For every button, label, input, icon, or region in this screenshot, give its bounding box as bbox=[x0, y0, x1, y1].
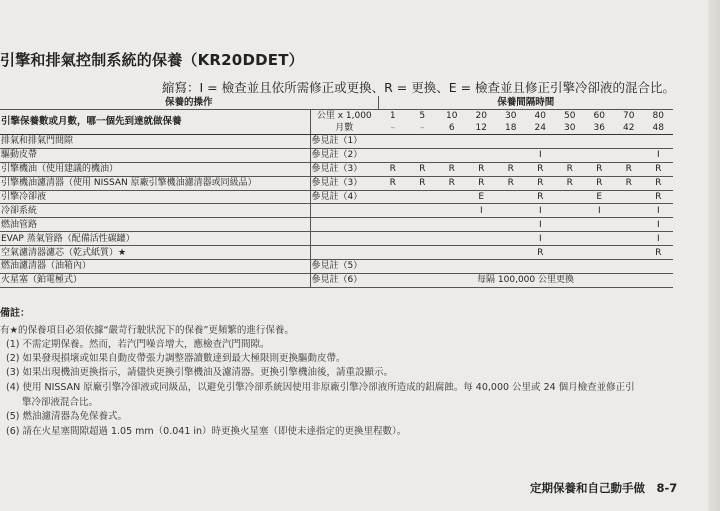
header-interval: 保養間隔時間 bbox=[378, 96, 673, 110]
notes-title: 備註： bbox=[0, 308, 30, 319]
row-cell bbox=[437, 190, 467, 204]
note-line: (6) 請在火星塞間隙超過 1.05 mm（0.041 in）時更換火星塞（即使未達指定的更換里程數）。 bbox=[6, 426, 407, 437]
row-cell bbox=[467, 148, 497, 162]
row-item: 燃油濾清器（油箱內） bbox=[0, 260, 310, 274]
row-cell: R bbox=[526, 246, 556, 260]
table-row bbox=[0, 232, 673, 246]
row-cell: R bbox=[437, 176, 467, 190]
row-cell bbox=[585, 260, 615, 274]
km-header-row bbox=[0, 110, 673, 123]
row-cell: I bbox=[644, 218, 674, 232]
row-cell: R bbox=[467, 162, 497, 176]
row-cell bbox=[555, 260, 585, 274]
row-cell: R bbox=[644, 246, 674, 260]
km-value: 70 bbox=[623, 111, 635, 121]
row-cell bbox=[378, 204, 408, 218]
page-edge bbox=[708, 0, 720, 511]
row-cell: I bbox=[526, 148, 556, 162]
month-value: 48 bbox=[644, 122, 674, 135]
row-cell bbox=[496, 135, 526, 149]
row-cell: I bbox=[585, 204, 615, 218]
row-cell: R bbox=[437, 162, 467, 176]
row-cell bbox=[378, 246, 408, 260]
row-reference bbox=[310, 218, 378, 232]
row-reference: 參見註（3） bbox=[310, 162, 378, 176]
row-reference bbox=[310, 246, 378, 260]
row-cell: R bbox=[496, 162, 526, 176]
row-cell bbox=[555, 218, 585, 232]
header-description: 引擎保養數或月數，哪一個先到達就做保養 bbox=[0, 110, 310, 135]
row-cell: E bbox=[467, 190, 497, 204]
row-item: 火星塞（鉑電極式） bbox=[0, 273, 310, 287]
km-value: 5 bbox=[419, 111, 426, 121]
km-value: 30 bbox=[505, 111, 517, 121]
row-cell bbox=[585, 135, 615, 149]
row-cell bbox=[526, 260, 556, 274]
km-value: 10 bbox=[446, 111, 458, 121]
row-cell bbox=[555, 246, 585, 260]
row-cell: R bbox=[526, 190, 556, 204]
km-value: 60 bbox=[593, 111, 605, 121]
table-row bbox=[0, 148, 673, 162]
row-cell bbox=[378, 148, 408, 162]
row-cell: R bbox=[644, 176, 674, 190]
row-cell: R bbox=[555, 176, 585, 190]
km-value: 40 bbox=[534, 111, 546, 121]
month-value: 18 bbox=[496, 122, 526, 135]
row-cell: R bbox=[496, 176, 526, 190]
row-cell bbox=[467, 232, 497, 246]
note-line: (4) 使用 NISSAN 原廠引擎冷卻液或同級品，以避免引擎冷卻系統因使用非原廠引擎冷卻液所造成的鋁腐蝕。每 40,000 公里或 24 個月檢查並修正引 bbox=[6, 382, 635, 393]
row-cell: R bbox=[585, 162, 615, 176]
row-cell: R bbox=[614, 162, 644, 176]
month-value: – bbox=[408, 122, 438, 135]
row-cell bbox=[408, 232, 438, 246]
month-value: 6 bbox=[437, 122, 467, 135]
row-cell: R bbox=[378, 162, 408, 176]
month-value: 42 bbox=[614, 122, 644, 135]
row-cell bbox=[378, 260, 408, 274]
row-cell bbox=[496, 232, 526, 246]
table-row bbox=[0, 190, 673, 204]
page-footer: 定期保養和自己動手做 8-7 bbox=[530, 481, 678, 495]
row-cell: R bbox=[644, 190, 674, 204]
row-cell bbox=[378, 218, 408, 232]
row-reference: 參見註（3） bbox=[310, 176, 378, 190]
row-cell bbox=[467, 260, 497, 274]
row-cell bbox=[408, 148, 438, 162]
row-item: 引擎機油濾清器（使用 NISSAN 原廠引擎機油濾清器或同級品） bbox=[0, 176, 310, 190]
row-item: 空氣濾清器濾芯（乾式紙質）★ bbox=[0, 246, 310, 260]
row-cell: I bbox=[526, 218, 556, 232]
row-cell: R bbox=[378, 176, 408, 190]
row-cell bbox=[555, 148, 585, 162]
row-cell bbox=[437, 148, 467, 162]
row-cell bbox=[496, 260, 526, 274]
note-line: (3) 如果出現機油更換指示，請儘快更換引擎機油及濾清器。更換引擎機油後，請重設顯示。 bbox=[6, 367, 393, 378]
row-cell bbox=[496, 246, 526, 260]
km-value: 20 bbox=[475, 111, 487, 121]
row-cell bbox=[408, 190, 438, 204]
row-cell: I bbox=[526, 204, 556, 218]
row-cell bbox=[437, 218, 467, 232]
row-cell bbox=[585, 218, 615, 232]
row-cell bbox=[408, 260, 438, 274]
row-cell: R bbox=[467, 176, 497, 190]
row-cell: I bbox=[644, 232, 674, 246]
row-reference: 參見註（4） bbox=[310, 190, 378, 204]
note-line: (5) 燃油濾清器為免保養式。 bbox=[6, 411, 127, 422]
row-reference bbox=[310, 204, 378, 218]
row-cell bbox=[437, 135, 467, 149]
row-cell bbox=[644, 260, 674, 274]
row-item: 驅動皮帶 bbox=[0, 148, 310, 162]
row-cell bbox=[614, 148, 644, 162]
row-span-note: 每隔 100,000 公里更換 bbox=[378, 273, 673, 287]
month-value: 12 bbox=[467, 122, 497, 135]
row-cell bbox=[467, 246, 497, 260]
month-value: – bbox=[378, 122, 408, 135]
row-cell bbox=[585, 232, 615, 246]
row-cell bbox=[496, 148, 526, 162]
table-row bbox=[0, 204, 673, 218]
row-cell: R bbox=[526, 162, 556, 176]
row-cell bbox=[585, 246, 615, 260]
row-cell bbox=[467, 135, 497, 149]
row-cell bbox=[437, 232, 467, 246]
row-cell bbox=[644, 135, 674, 149]
row-cell bbox=[555, 232, 585, 246]
abbreviation-legend: 縮寫：I = 檢查並且依所需修正或更換、R = 更換、E = 檢查並且修正引擎冷卻液的混合比。 bbox=[162, 80, 676, 95]
note-line: 擎冷卻液混合比。 bbox=[22, 397, 99, 408]
header-operation: 保養的操作 bbox=[0, 96, 378, 110]
row-cell bbox=[378, 190, 408, 204]
row-reference: 參見註（6） bbox=[310, 273, 378, 287]
row-item: 排氣和排氣門間隙 bbox=[0, 135, 310, 149]
row-cell bbox=[496, 190, 526, 204]
row-reference bbox=[310, 232, 378, 246]
row-reference: 參見註（2） bbox=[310, 148, 378, 162]
row-cell bbox=[614, 232, 644, 246]
row-cell bbox=[496, 204, 526, 218]
row-cell: R bbox=[614, 176, 644, 190]
month-value: 24 bbox=[526, 122, 556, 135]
row-cell bbox=[378, 135, 408, 149]
row-cell bbox=[614, 190, 644, 204]
row-cell bbox=[437, 204, 467, 218]
km-value: 80 bbox=[652, 111, 664, 121]
row-cell: I bbox=[644, 148, 674, 162]
table-row bbox=[0, 135, 673, 149]
table-row bbox=[0, 260, 673, 274]
page-title: 引擎和排氣控制系統的保養（KR20DDET） bbox=[0, 51, 304, 69]
row-cell bbox=[614, 135, 644, 149]
row-cell bbox=[408, 246, 438, 260]
row-cell: R bbox=[585, 176, 615, 190]
row-cell bbox=[555, 190, 585, 204]
row-cell bbox=[585, 148, 615, 162]
table-row bbox=[0, 218, 673, 232]
month-value: 30 bbox=[555, 122, 585, 135]
row-cell bbox=[526, 135, 556, 149]
row-cell bbox=[555, 204, 585, 218]
row-cell bbox=[614, 218, 644, 232]
km-value: 1 bbox=[389, 111, 396, 121]
note-line: (1) 不需定期保養。然而，若汽門噪音增大，應檢查汽門間隙。 bbox=[6, 339, 270, 350]
table-row bbox=[0, 176, 673, 190]
row-cell: I bbox=[526, 232, 556, 246]
month-label: 月數 bbox=[310, 122, 378, 135]
row-cell: R bbox=[555, 162, 585, 176]
row-cell bbox=[408, 204, 438, 218]
table-row bbox=[0, 162, 673, 176]
row-cell: R bbox=[408, 162, 438, 176]
row-cell: E bbox=[585, 190, 615, 204]
row-item: 燃油管路 bbox=[0, 218, 310, 232]
row-item: EVAP 蒸氣管路（配備活性碳罐） bbox=[0, 232, 310, 246]
month-value: 36 bbox=[585, 122, 615, 135]
note-line: 有★的保養項目必須依據“嚴苛行駛狀況下的保養”更頻繁的進行保養。 bbox=[0, 325, 294, 336]
table-row bbox=[0, 273, 673, 287]
row-cell bbox=[437, 260, 467, 274]
row-cell: I bbox=[644, 204, 674, 218]
table-header-row bbox=[0, 96, 673, 110]
maintenance-schedule-table bbox=[0, 96, 673, 288]
row-cell: R bbox=[644, 162, 674, 176]
row-cell bbox=[614, 204, 644, 218]
row-cell bbox=[467, 218, 497, 232]
km-label: 公里 x 1,000 bbox=[310, 110, 378, 123]
row-cell bbox=[614, 260, 644, 274]
row-reference: 參見註（5） bbox=[310, 260, 378, 274]
row-item: 引擎冷卻液 bbox=[0, 190, 310, 204]
row-cell bbox=[408, 135, 438, 149]
km-value: 50 bbox=[564, 111, 576, 121]
row-cell bbox=[408, 218, 438, 232]
row-cell: R bbox=[408, 176, 438, 190]
row-item: 引擎機油（使用建議的機油） bbox=[0, 162, 310, 176]
row-cell bbox=[437, 246, 467, 260]
table-row bbox=[0, 246, 673, 260]
row-reference: 參見註（1） bbox=[310, 135, 378, 149]
row-cell: I bbox=[467, 204, 497, 218]
row-item: 冷卻系統 bbox=[0, 204, 310, 218]
row-cell bbox=[614, 246, 644, 260]
row-cell bbox=[496, 218, 526, 232]
row-cell bbox=[378, 232, 408, 246]
note-line: (2) 如果發現損壞或如果自動皮帶張力調整器讀數達到最大極限則更換驅動皮帶。 bbox=[6, 353, 346, 364]
row-cell: R bbox=[526, 176, 556, 190]
row-cell bbox=[555, 135, 585, 149]
